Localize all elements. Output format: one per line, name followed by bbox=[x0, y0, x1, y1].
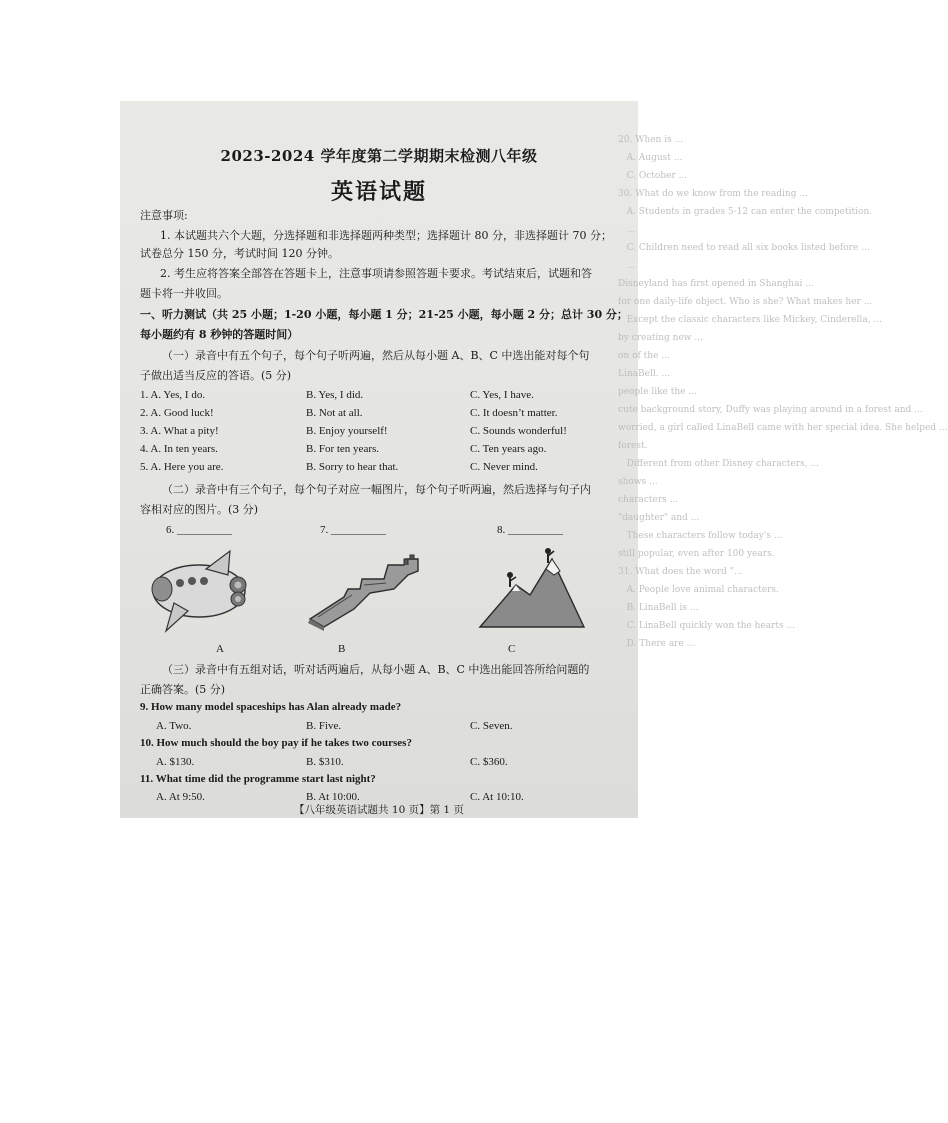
part3-instructions: （三）录音中有五组对话，听对话两遍后，从每小题 A、B、C 中选出能回答所给问题的 bbox=[162, 663, 590, 676]
notice-item2-line1: 2. 考生应将答案全部答在答题卡上，注意事项请参照答题卡要求。考试结束后，试题和答 bbox=[160, 267, 592, 280]
part1-instructions: （一）录音中有五个句子，每个句子听两遍，然后从每小题 A、B、C 中选出能对每个句 bbox=[162, 349, 590, 362]
q1-option-a: 1. A. Yes, I do. bbox=[140, 389, 206, 401]
notice-item1-line2: 试卷总分 150 分，考试时间 120 分钟。 bbox=[140, 247, 339, 260]
notice-heading: 注意事项: bbox=[140, 209, 188, 222]
q3-option-b: B. Enjoy yourself! bbox=[306, 425, 388, 437]
q11-text: 11. What time did the programme start last night? bbox=[140, 773, 376, 785]
bleed-through-text: 20. When is ... A. August ... C. October ... 30. What do we know from the reading ... A. Students in grades 5-12 can enter the competition. ... C. Children need to read all six books listed before ... ... Disneyland has first opened in Shanghai ... for one daily-life object. Who is she? What makes her ... Except the classic characters like Mickey, Cinderella, ... by creating new ... on of the ... LinaBell. ... people like the ... cute background story, Duffy was playing around in a forest and ... worried, a girl called LinaBell came with her special idea. She helped ... forest. Different from other Disney characters, ... shows ... characters ... "daughter" and ... These characters follow today's ... still popular, even after 100 years. 31. What does the word "... A. People love animal characters. B. LinaBell is ... C. LinaBell quickly won the hearts ... D. There are ... bbox=[618, 135, 948, 649]
spaceship-icon bbox=[144, 545, 254, 635]
q10-text: 10. How much should the boy pay if he takes two courses? bbox=[140, 737, 412, 749]
q10-option-a: A. $130. bbox=[156, 756, 195, 768]
part1-instructions-line2: 子做出适当反应的答语。(5 分) bbox=[140, 369, 292, 382]
q3-option-c: C. Sounds wonderful! bbox=[470, 425, 567, 437]
q9-option-c: C. Seven. bbox=[470, 720, 513, 732]
q1-option-b: B. Yes, I did. bbox=[306, 389, 364, 401]
part2-instructions: （二）录音中有三个句子，每个句子对应一幅图片，每个句子听两遍，然后选择与句子内 bbox=[162, 483, 591, 496]
section1-heading: 一、听力测试（共 25 小题；1-20 小题，每小题 1 分；21-25 小题，每小题 2 分；总计 30 分； bbox=[140, 308, 628, 321]
section1-heading-line2: 每小题约有 8 秒钟的答题时间） bbox=[140, 328, 299, 341]
q4-option-a: 4. A. In ten years. bbox=[140, 443, 218, 455]
exam-title: 2023-2024 学年度第二学期期末检测八年级 bbox=[220, 147, 538, 165]
blank-8: 8. __________ bbox=[497, 524, 563, 536]
q2-option-b: B. Not at all. bbox=[306, 407, 363, 419]
q11-option-b: B. At 10:00. bbox=[306, 791, 360, 803]
picture-label-a: A bbox=[216, 643, 224, 655]
q5-option-b: B. Sorry to hear that. bbox=[306, 461, 399, 473]
q4-option-c: C. Ten years ago. bbox=[470, 443, 547, 455]
blank-6: 6. __________ bbox=[166, 524, 232, 536]
q1-option-c: C. Yes, I have. bbox=[470, 389, 534, 401]
q2-option-c: C. It doesn’t matter. bbox=[470, 407, 558, 419]
page-footer: 【八年级英语试题共 10 页】第 1 页 bbox=[294, 804, 464, 816]
q5-option-c: C. Never mind. bbox=[470, 461, 538, 473]
q5-option-a: 5. A. Here you are. bbox=[140, 461, 224, 473]
q9-text: 9. How many model spaceships has Alan already made? bbox=[140, 701, 402, 713]
q10-option-b: B. $310. bbox=[306, 756, 344, 768]
exam-page-photo bbox=[120, 101, 948, 818]
great-wall-icon bbox=[304, 549, 424, 631]
q11-option-c: C. At 10:10. bbox=[470, 791, 524, 803]
part3-instructions-line2: 正确答案。(5 分) bbox=[140, 683, 226, 696]
q3-option-a: 3. A. What a pity! bbox=[140, 425, 219, 437]
q2-option-a: 2. A. Good luck! bbox=[140, 407, 214, 419]
exam-subtitle: 英语试题 bbox=[330, 179, 427, 205]
q10-option-c: C. $360. bbox=[470, 756, 508, 768]
part2-instructions-line2: 容相对应的图片。(3 分) bbox=[140, 503, 259, 516]
picture-label-b: B bbox=[338, 643, 346, 655]
blank-7: 7. __________ bbox=[320, 524, 386, 536]
notice-item1-line1: 1. 本试题共六个大题，分选择题和非选择题两种类型；选择题计 80 分，非选择题计 70 分； bbox=[160, 229, 612, 242]
q11-option-a: A. At 9:50. bbox=[156, 791, 205, 803]
notice-item2-line2: 题卡将一并收回。 bbox=[140, 287, 228, 300]
q4-option-b: B. For ten years. bbox=[306, 443, 380, 455]
q9-option-a: A. Two. bbox=[156, 720, 192, 732]
mountain-climbers-icon bbox=[472, 545, 592, 635]
q9-option-b: B. Five. bbox=[306, 720, 342, 732]
picture-label-c: C bbox=[508, 643, 516, 655]
